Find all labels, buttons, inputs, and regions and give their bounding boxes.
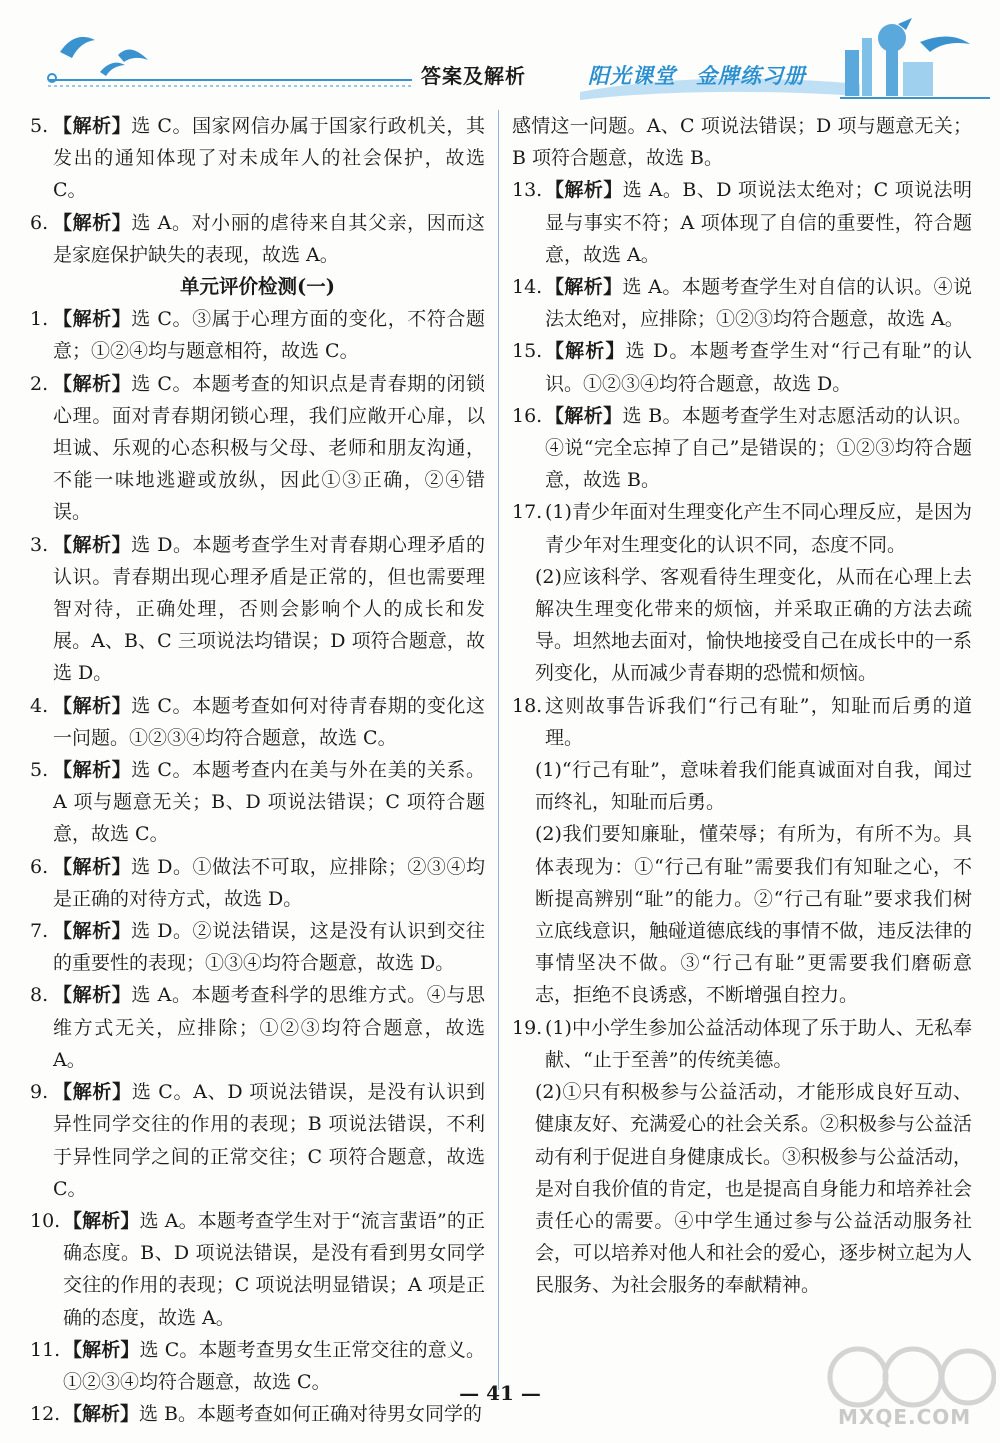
answer-item [512,400,972,497]
answer-paragraph: (2)我们要知廉耻，懂荣辱；有所为，有所不为。具体表现为：①“行己有耻”需要我们有知耻之心，不断提高辨别“耻”的能力。②“行己有耻”要求我们树立底线意识，触碰道德底线的事情不做，违反法律的事情坚决不做。③“行己有耻”更需要我们磨砺意志，拒绝不良诱惑，不断增强自控力。 [535,823,973,1007]
question-number: 7. [30,920,49,943]
header-brand [588,60,826,90]
answer-text: (1)青少年面对生理变化产生不同心理反应，是因为青少年对生理变化的认识不同，态度不同。 [545,501,972,556]
analysis-tag: 【解析】 [53,855,132,878]
answer-text: 选 B。本题考查学生对志愿活动的认识。④说“完全忘掉了自己”是错误的；①②③均符合题意，故选 B。 [545,404,972,492]
answer-item [30,754,485,851]
answer-text: 选 A。B、D 项说法太绝对；C 项说法明显与事实不符；A 项体现了自信的重要性，符合题意，故选 A。 [545,179,972,266]
continued-text: 感情这一问题。A、C 项说法错误；D 项与题意无关；B 项符合题意，故选 B。 [512,115,972,170]
answer-item [30,368,485,529]
answer-text: 选 A。本题考查学生对于“流言蜚语”的正确态度。B、D 项说法错误，是没有看到男女同学交往的作用的表现；C 项说法明显错误；A 项是正确的态度，故选 A。 [63,1209,485,1329]
analysis-tag: 【解析】 [53,694,132,717]
answer-text: 选 C。本题考查男女生正常交往的意义。①②③④均符合题意，故选 C。 [63,1338,485,1393]
answer-text: (1)中小学生参加公益活动体现了乐于助人、无私奉献、“止于至善”的传统美德。 [545,1016,972,1071]
question-number: 4. [30,694,49,717]
answer-text: 选 C。本题考查如何对待青春期的变化这一问题。①②③④均符合题意，故选 C。 [53,694,485,749]
answer-item [30,915,485,979]
question-number: 11. [30,1338,61,1361]
question-number: 6. [30,855,49,878]
analysis-tag: 【解析】 [53,115,132,137]
answer-paragraph: (2)应该科学、客观看待生理变化，从而在心理上去解决生理变化带来的烦恼，并采取正确的方法去疏导。坦然地去面对，愉快地接受自己在成长中的一系列变化，从而减少青春期的恐慌和烦恼。 [535,565,973,685]
answer-item [512,690,972,754]
analysis-tag: 【解析】 [53,984,132,1007]
question-number: 15. [512,340,543,363]
question-number: 10. [30,1209,61,1232]
answer-item [512,174,972,271]
analysis-tag: 【解析】 [53,920,132,943]
answer-text: 选 C。国家网信办属于国家行政机关，其发出的通知体现了对未成年人的社会保护，故选 C。 [53,115,485,202]
answer-text: 选 D。①做法不可取，应排除；②③④均是正确的对待方式，故选 D。 [53,855,485,910]
answer-item [512,1012,972,1076]
header-decoration [0,0,1000,110]
question-number: 19. [512,1016,543,1039]
answer-item [30,851,485,915]
answer-item [30,303,485,367]
analysis-tag: 【解析】 [545,179,623,202]
answer-item [30,110,485,207]
answer-text: 选 C。③属于心理方面的变化，不符合题意；①②④均与题意相符，故选 C。 [53,308,485,363]
answer-item [512,335,972,399]
question-number: 8. [30,984,49,1007]
question-number: 3. [30,533,49,556]
brand-name: 阳光课堂 [588,63,676,88]
answer-item [512,271,972,335]
question-number: 6. [30,211,49,234]
analysis-tag: 【解析】 [545,404,623,427]
answer-item [30,529,485,690]
question-number: 14. [512,276,543,299]
answer-text: 选 A。本题考查科学的思维方式。④与思维方式无关，应排除；①②③均符合题意，故选 A。 [53,984,485,1071]
analysis-tag: 【解析】 [63,1338,140,1361]
analysis-tag: 【解析】 [53,308,132,331]
answer-item [30,1205,485,1334]
answer-text: 选 D。本题考查学生对“行己有耻”的认识。①②③④均符合题意，故选 D。 [545,340,972,395]
page-header [0,0,1000,110]
left-column [30,110,485,1430]
answer-text: 选 A。本题考查学生对自信的认识。④说法太绝对，应排除；①②③均符合题意，故选 A。 [545,276,972,331]
question-number: 16. [512,404,543,427]
answer-item [30,207,485,271]
analysis-tag: 【解析】 [545,340,626,363]
question-number: 2. [30,372,49,395]
section-title: 单元评价检测(一) [180,275,335,299]
analysis-tag: 【解析】 [63,1209,140,1232]
question-number: 5. [30,115,49,137]
answer-text: 选 A。对小丽的虐待来自其父亲，因而这是家庭保护缺失的表现，故选 A。 [53,211,485,266]
answer-item [30,690,485,754]
question-number: 12. [30,1403,61,1426]
question-number: 13. [512,179,543,202]
answer-paragraph: (2)①只有积极参与公益活动，才能形成良好互动、健康友好、充满爱心的社会关系。②积极参与公益活动有利于促进自身健康成长。③积极参与公益活动，是对自我价值的肯定，也是提高自身能力和培养社会责任心的需要。④中学生通过参与公益活动服务社会，可以培养对他人和社会的爱心，逐步树立起为人民服务、为社会服务的奉献精神。 [535,1081,973,1297]
question-number: 18. [512,694,543,717]
answer-item [30,1076,485,1205]
analysis-tag: 【解析】 [53,1081,132,1104]
question-number: 5. [30,759,49,782]
answer-text: 选 B。本题考查如何正确对待男女同学的 [139,1403,483,1426]
answer-item [30,979,485,1076]
analysis-tag: 【解析】 [53,533,132,556]
analysis-tag: 【解析】 [545,276,623,299]
answer-paragraph: (1)“行己有耻”，意味着我们能真诚面对自我，闻过而终礼，知耻而后勇。 [535,759,972,814]
question-number: 1. [30,308,49,331]
right-column [512,110,972,1302]
analysis-tag: 【解析】 [53,211,132,234]
answer-text: 选 D。本题考查学生对青春期心理矛盾的认识。青春期出现心理矛盾是正常的，但也需要理智对待，正确处理，否则会影响个人的成长和发展。A、B、C 三项说法均错误；D 项符合题意，故选 D。 [53,533,485,685]
answer-text: 选 C。本题考查内在美与外在美的关系。A 项与题意无关；B、D 项说法错误；C 项符合题意，故选 C。 [53,759,485,846]
question-number: 17. [512,501,543,524]
watermark-text: MXQE.COM [838,1405,972,1429]
analysis-tag: 【解析】 [53,759,132,782]
brand-subtitle: 金牌练习册 [696,63,806,88]
answer-text: 这则故事告诉我们“行己有耻”，知耻而后勇的道理。 [545,694,972,749]
question-number: 9. [30,1081,49,1104]
column-divider [498,110,499,1390]
page-number: — 41 — [459,1381,541,1405]
answer-text: 选 C。A、D 项说法错误，是没有认识到异性同学交往的作用的表现；B 项说法错误，不利于异性同学之间的正常交往；C 项符合题意，故选 C。 [53,1081,485,1200]
answer-item [512,496,972,560]
header-title: 答案及解析 [421,64,526,88]
analysis-tag: 【解析】 [53,372,132,395]
analysis-tag: 【解析】 [63,1403,140,1426]
answer-text: 选 C。本题考查的知识点是青春期的闭锁心理。面对青春期闭锁心理，我们应敞开心扉，以坦诚、乐观的心态积极与父母、老师和朋友沟通，不能一味地逃避或放纵，因此①③正确，②④错误。 [53,372,485,524]
answer-text: 选 D。②说法错误，这是没有认识到交往的重要性的表现；①③④均符合题意，故选 D。 [53,920,485,975]
